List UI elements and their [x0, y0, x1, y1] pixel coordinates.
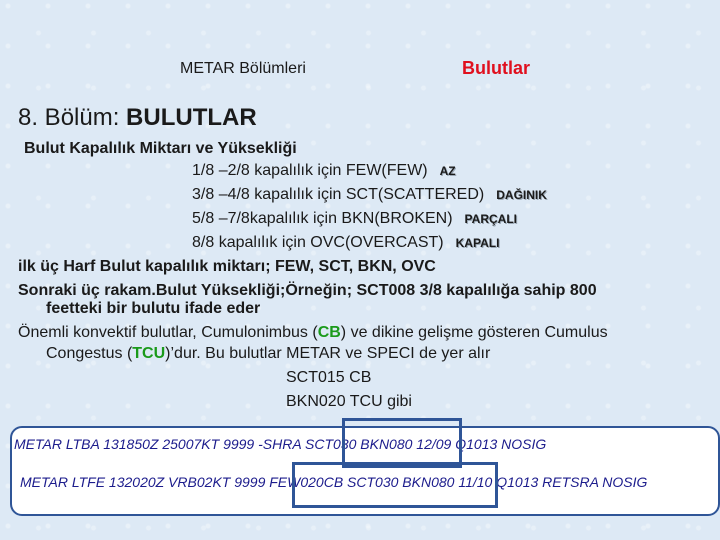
highlight-box-2	[292, 462, 498, 508]
subtitle: Bulut Kapalılık Miktarı ve Yüksekliği	[24, 140, 297, 157]
coverage-tag: AZ	[439, 164, 456, 178]
coverage-item	[192, 162, 456, 180]
coverage-item	[192, 186, 547, 204]
coverage-tag: PARÇALI	[464, 212, 517, 226]
para3-b: ) ve dikine gelişme gösteren Cumulus	[340, 324, 608, 341]
title-bold: BULUTLAR	[126, 104, 257, 131]
coverage-tag: KAPALI	[455, 236, 500, 250]
metar-line-1: METAR LTBA 131850Z 25007KT 9999 -SHRA SCT030 BKN080 12/09 Q1013 NOSIG	[14, 436, 547, 452]
paragraph-height-cont: feetteki bir bulutu ifade eder	[46, 300, 261, 317]
section-label: METAR Bölümleri	[180, 60, 306, 77]
example-cb: SCT015 CB	[286, 369, 372, 386]
paragraph-prefix: ilk üç Harf Bulut kapalılık miktarı; FEW, SCT, BKN, OVC	[18, 258, 436, 275]
coverage-tag: DAĞINIK	[496, 188, 547, 202]
tcu-code: TCU	[132, 345, 166, 362]
para3-c: Congestus (	[46, 345, 133, 362]
coverage-text: 1/8 –2/8 kapalılık için FEW(FEW)	[192, 162, 428, 179]
metar-line-2: METAR LTFE 132020Z VRB02KT 9999 FEW020CB SCT030 BKN080 11/10 Q1013 RETSRA NOSIG	[20, 474, 648, 490]
cb-code: CB	[317, 324, 341, 341]
paragraph-convective-cont	[46, 345, 490, 363]
paragraph-convective	[18, 324, 608, 342]
coverage-text: 3/8 –4/8 kapalılık için SCT(SCATTERED)	[192, 186, 485, 203]
title-prefix: 8. Bölüm:	[18, 104, 127, 131]
coverage-text: 5/8 –7/8kapalılık için BKN(BROKEN)	[192, 210, 453, 227]
para3-a: Önemli konvektif bulutlar, Cumulonimbus (	[18, 324, 318, 341]
highlight-box-1	[342, 418, 462, 468]
paragraph-height: Sonraki üç rakam.Bulut Yüksekliği;Örneğin; SCT008 3/8 kapalılığa sahip 800	[18, 282, 597, 299]
topic-label: Bulutlar	[462, 58, 531, 78]
coverage-item	[192, 210, 517, 228]
coverage-text: 8/8 kapalılık için OVC(OVERCAST)	[192, 234, 444, 251]
page-title	[18, 104, 257, 132]
para3-d: )’dur. Bu bulutlar METAR ve SPECI de yer alır	[165, 345, 491, 362]
coverage-item	[192, 234, 499, 252]
example-tcu: BKN020 TCU gibi	[286, 393, 412, 410]
